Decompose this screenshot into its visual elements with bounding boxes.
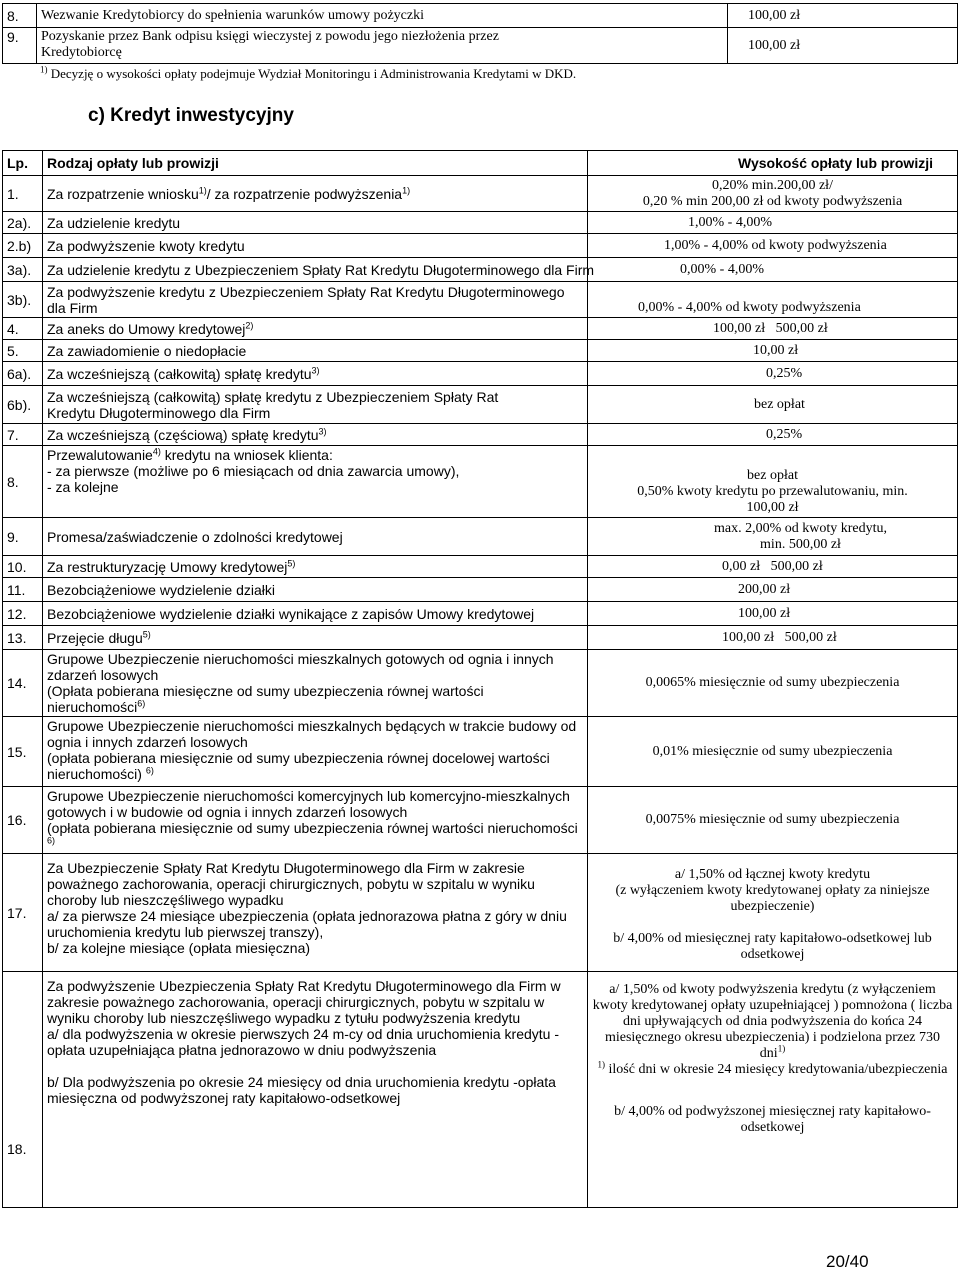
row-description [43,176,588,212]
table-row [3,556,958,578]
footnote-ref: 3) [311,364,320,375]
row-number: 3a). [3,258,43,282]
row-number: 7. [3,424,43,446]
row-description-text: Za rozpatrzenie wniosku [47,185,199,202]
row-number: 8. [3,446,43,518]
row-description [43,446,588,518]
table-row [3,424,958,446]
row-description: Za podwyższenie Ubezpieczenia Spłaty Rat Kredytu Długoterminowego dla Firm w zakresie poważnego zachorowania, operacji chirurgicznych, pobytu w szpitalu w wyniku choroby lub nieszczęśliwego wypadku z tytułu podwyższenia kredytu a/ dla podwyższenia w okresie pierwszych 24 m-cy od dnia uruchomienia kredytu - opłata uzupełniająca płatna jednorazowo w dniu podwyższenia b/ Dla podwyższenia po okresie 24 miesięcy od dnia uruchomienia kredytu -opłata miesięczna od podwyższonej raty kapitałowo-odsetkowej [43,972,588,1208]
row-value: 1,00% - 4,00% [588,212,958,234]
table-row [3,176,958,212]
row-value: 0,00% - 4,00% od kwoty podwyższenia [588,282,958,318]
row-description [43,362,588,386]
table-row [3,602,958,626]
section-title: c) Kredyt inwestycyjny [88,105,294,126]
row-description: Bezobciążeniowe wydzielenie działki wynikające z zapisów Umowy kredytowej [43,602,588,626]
row-number: 15. [3,717,43,787]
row-value: bez opłat [588,386,958,424]
row-description-text: Za aneks do Umowy kredytowej [47,320,246,337]
header-description: Rodzaj opłaty lub prowizji [43,151,588,176]
row-value: 100,00 zł 500,00 zł [588,318,958,340]
row-number: 18. [3,972,43,1208]
row-number: 9. [3,518,43,556]
row-number: 16. [3,787,43,854]
footnote-ref: 3) [318,425,327,436]
row-description [43,650,588,717]
table-row [3,4,958,28]
row-number: 12. [3,602,43,626]
row-number: 1. [3,176,43,212]
row-number: 5. [3,340,43,362]
row-description: Wezwanie Kredytobiorcy do spełnienia warunków umowy pożyczki [37,4,728,28]
row-value: 100,00 zł [728,4,958,28]
table-row [3,626,958,650]
table-row [3,787,958,854]
row-description-text: Przewalutowanie [47,447,153,463]
row-number: 6b). [3,386,43,424]
footnote-ref: 2) [245,319,254,330]
row-description: Bezobciążeniowe wydzielenie działki [43,578,588,602]
table-row [3,446,958,518]
row-description [43,626,588,650]
table-row [3,362,958,386]
row-number: 10. [3,556,43,578]
footnote [40,66,576,82]
table-row [3,386,958,424]
row-description: Za udzielenie kredytu z Ubezpieczeniem Spłaty Rat Kredytu Długoterminowego dla Firm [43,258,588,282]
table-row [3,578,958,602]
row-description: Za wcześniejszą (całkowitą) spłatę kredytu z Ubezpieczeniem Spłaty Rat Kredytu Długoterminowego dla Firm [43,386,588,424]
row-value: 0,0065% miesięcznie od sumy ubezpieczenia [588,650,958,717]
row-description-text: Za wcześniejszą (całkowitą) spłatę kredytu [47,365,312,382]
footnote-ref: 6) [137,698,146,709]
footnote-text: Decyzję o wysokości opłaty podejmuje Wydział Monitoringu i Administrowania Kredytami w DKD. [47,66,577,81]
row-description: Pozyskanie przez Bank odpisu księgi wieczystej z powodu jego niezłożenia przez Kredytobiorcę [37,28,728,64]
row-value [588,972,958,1208]
row-description-text: / za rozpatrzenie podwyższenia [206,185,403,202]
table-row [3,212,958,234]
row-description-text: Grupowe Ubezpieczenie nieruchomości mieszkalnych gotowych od ognia i innych zdarzeń losowych (Opłata pobierana miesięczne od sumy ubezpieczenia równej wartości nieruchomości [47,651,554,715]
row-description-text: Za restrukturyzację Umowy kredytowej [47,558,288,575]
fee-table [2,150,958,1208]
row-description: Za udzielenie kredytu [43,212,588,234]
row-number: 17. [3,854,43,972]
table-row [3,318,958,340]
row-value: 100,00 zł [728,28,958,64]
table-row [3,282,958,318]
row-number: 3b). [3,282,43,318]
table-row [3,258,958,282]
footnote-ref: 4) [152,446,161,457]
row-value: 0,20% min.200,00 zł/ 0,20 % min 200,00 zł od kwoty podwyższenia [588,176,958,212]
footnote-ref: 5) [287,557,296,568]
row-description-text: Za wcześniejszą (częściową) spłatę kredytu [47,426,319,443]
row-value-text: a/ 1,50% od kwoty podwyższenia kredytu (z wyłączeniem kwoty kredytowanej opłaty uzupełniającej ) pomnożona ( liczba dni upływających od dnia podwyższenia do końca 24 miesięcznego okresu ubezpieczenia) i podzielona przez 730 dni [592,982,953,1061]
row-value: 0,0075% miesięcznie od sumy ubezpieczenia [588,787,958,854]
row-description: Za podwyższenie kredytu z Ubezpieczeniem Spłaty Rat Kredytu Długoterminowego dla Firm [43,282,588,318]
table-row [3,234,958,258]
row-description [43,787,588,854]
row-value: 200,00 zł [588,578,958,602]
row-description [43,556,588,578]
table-header-row [3,151,958,176]
row-value: 0,01% miesięcznie od sumy ubezpieczenia [588,717,958,787]
footnote-ref: 1) [597,1059,605,1070]
footnote-ref: 1) [777,1043,786,1054]
row-description [43,424,588,446]
table-row [3,28,958,64]
row-value: 100,00 zł 500,00 zł [588,626,958,650]
row-number: 4. [3,318,43,340]
row-value: 1,00% - 4,00% od kwoty podwyższenia [588,234,958,258]
row-number: 11. [3,578,43,602]
row-value: bez opłat 0,50% kwoty kredytu po przewalutowaniu, min. 100,00 zł [588,446,958,518]
row-description [43,717,588,787]
row-number: 13. [3,626,43,650]
footnote-ref: 6) [145,765,154,776]
row-number: 8. [3,4,37,28]
row-value-part-a [592,982,953,1078]
row-value-text: ilość dni w okresie 24 miesięcy kredytowania/ubezpieczenia [605,1062,948,1077]
previous-section-table [2,3,958,64]
row-number: 14. [3,650,43,717]
table-row [3,340,958,362]
footnote-marker: 1) [40,64,48,75]
row-description: Za Ubezpieczenie Spłaty Rat Kredytu Długoterminowego dla Firm w zakresie poważnego zachorowania, operacji chirurgicznych, pobytu w szpitalu w wyniku choroby lub nieszczęśliwego wypadku a/ za pierwsze 24 miesiące ubezpieczenia (opłata jednorazowa płatna z góry w dniu uruchomienia kredytu lub pierwszej transzy), b/ za kolejne miesiące (opłata miesięczna) [43,854,588,972]
row-description: Za podwyższenie kwoty kredytu [43,234,588,258]
footnote-ref: 1) [402,184,411,195]
row-description: Za zawiadomienie o niedopłacie [43,340,588,362]
header-value: Wysokość opłaty lub prowizji [588,151,958,176]
table-row [3,717,958,787]
row-description-text: Grupowe Ubezpieczenie nieruchomości komercyjnych lub komercyjno-mieszkalnych gotowych i w budowie od ognia i innych zdarzeń losowych (opłata pobierana miesięcznie od sumy ubezpieczenia równej wartości nieruchomości [47,788,578,836]
row-description-text: Przejęcie długu [47,629,143,646]
row-description-text: Grupowe Ubezpieczenie nieruchomości mieszkalnych będących w trakcie budowy od ognia i innych zdarzeń losowych (opłata pobierana miesięcznie od sumy ubezpieczenia równej docelowej wartości nieruchomości) [47,718,577,782]
page-number: 20/40 [826,1252,869,1271]
row-value: 0,25% [588,424,958,446]
footnote-ref: 6) [47,835,56,846]
row-number: 6a). [3,362,43,386]
row-value: 0,25% [588,362,958,386]
table-row [3,854,958,972]
header-lp: Lp. [3,151,43,176]
row-value: 10,00 zł [588,340,958,362]
row-value: max. 2,00% od kwoty kredytu, min. 500,00 zł [588,518,958,556]
footnote-ref: 5) [142,628,151,639]
row-description: Promesa/zaświadczenie o zdolności kredytowej [43,518,588,556]
row-value: 0,00% - 4,00% [588,258,958,282]
row-number: 9. [3,28,37,64]
table-row [3,650,958,717]
row-number: 2.b) [3,234,43,258]
row-value-part-b: b/ 4,00% od podwyższonej miesięcznej raty kapitałowo-odsetkowej [614,1104,931,1135]
row-value: 100,00 zł [588,602,958,626]
table-row [3,972,958,1208]
row-description [43,318,588,340]
row-number: 2a). [3,212,43,234]
row-value: a/ 1,50% od łącznej kwoty kredytu (z wyłączeniem kwoty kredytowanej opłaty za niniejsze ubezpieczenie) b/ 4,00% od miesięcznej raty kapitałowo-odsetkowej lub odsetkowej [588,854,958,972]
table-row [3,518,958,556]
footnote-ref: 1) [198,184,207,195]
row-description-text: kredytu na wniosek klienta: - za pierwsze (możliwe po 6 miesiącach od dnia zawarcia umowy), - za kolejne [47,447,460,495]
row-value: 0,00 zł 500,00 zł [588,556,958,578]
